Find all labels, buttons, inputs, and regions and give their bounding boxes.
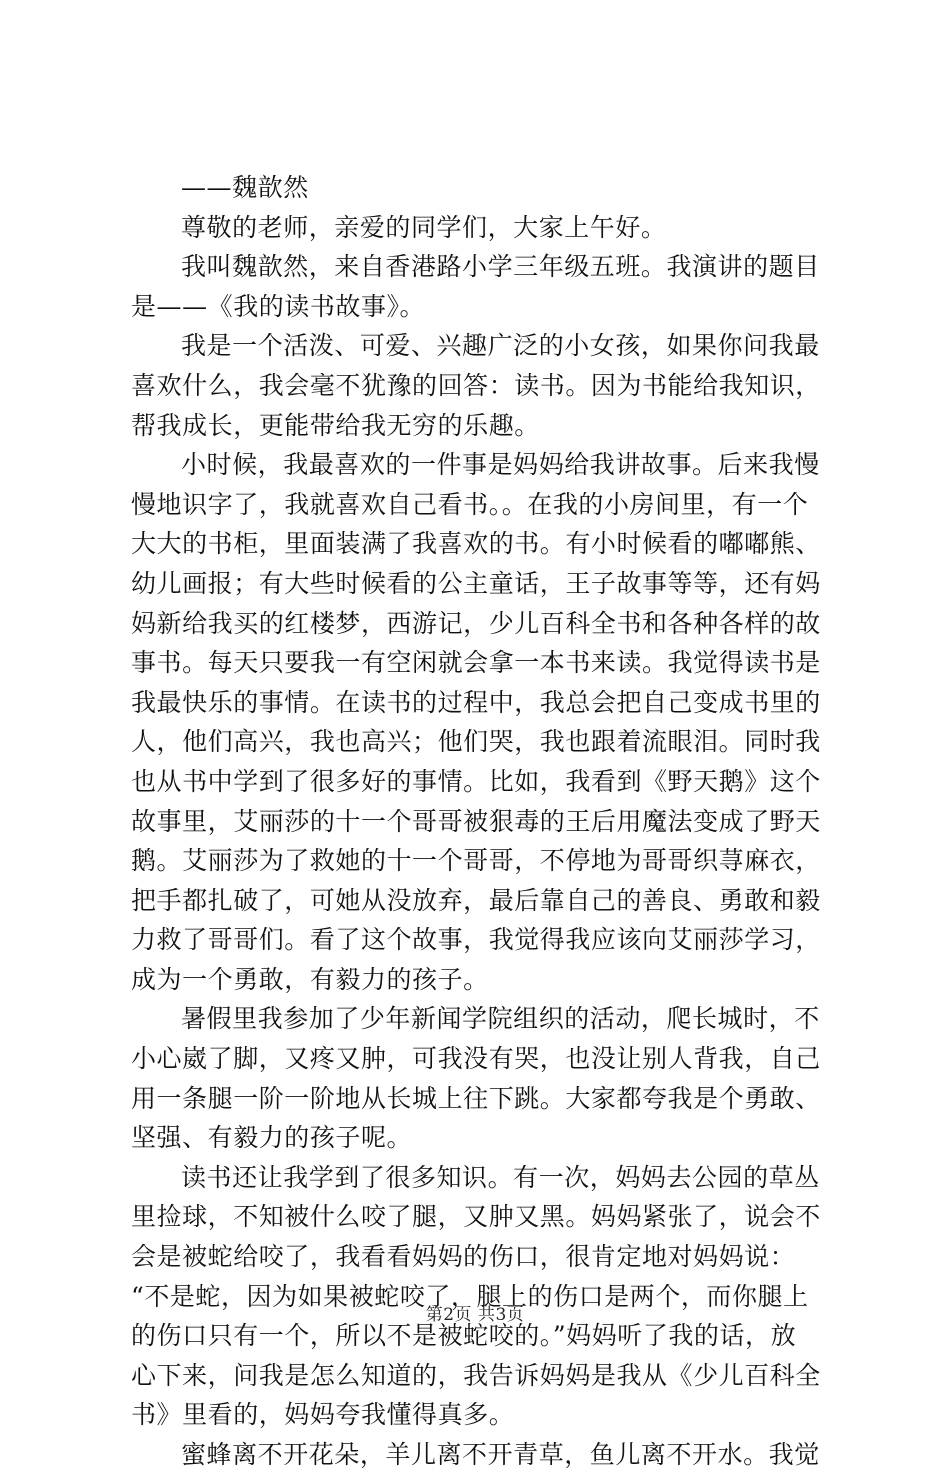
text-line: 幼儿画报；有大些时候看的公主童话，王子故事等等，还有妈 bbox=[131, 568, 821, 598]
text-line: 成为一个勇敢，有毅力的孩子。 bbox=[131, 964, 489, 994]
text-line: 会是被蛇给咬了，我看看妈妈的伤口，很肯定地对妈妈说： bbox=[131, 1242, 796, 1272]
text-line: 用一条腿一阶一阶地从长城上往下跳。大家都夸我是个勇敢、 bbox=[131, 1083, 821, 1113]
text-line: 尊敬的老师，亲爱的同学们，大家上午好。 bbox=[181, 212, 667, 242]
text-line: 我是一个活泼、可爱、兴趣广泛的小女孩，如果你问我最 bbox=[181, 331, 820, 361]
document-body bbox=[131, 168, 831, 1475]
text-line: 我最快乐的事情。在读书的过程中，我总会把自己变成书里的 bbox=[131, 687, 821, 717]
text-line: 暑假里我参加了少年新闻学院组织的活动，爬长城时，不 bbox=[181, 1004, 820, 1034]
text-line: “不是蛇，因为如果被蛇咬了，腿上的伤口是两个，而你腿上 bbox=[131, 1281, 809, 1311]
text-line: 蜜蜂离不开花朵，羊儿离不开青草，鱼儿离不开水。我觉 bbox=[181, 1440, 820, 1469]
text-line: 里捡球，不知被什么咬了腿，又肿又黑。妈妈紧张了，说会不 bbox=[131, 1202, 821, 1232]
text-line: 坚强、有毅力的孩子呢。 bbox=[131, 1123, 413, 1153]
text-line: 的伤口只有一个，所以不是被蛇咬的。”妈妈听了我的话，放 bbox=[131, 1321, 797, 1351]
text-line: 大大的书柜，里面装满了我喜欢的书。有小时候看的嘟嘟熊、 bbox=[131, 529, 821, 559]
text-line: 慢地识字了，我就喜欢自己看书。。在我的小房间里，有一个 bbox=[131, 489, 809, 519]
text-line: 故事里，艾丽莎的十一个哥哥被狠毒的王后用魔法变成了野天 bbox=[131, 806, 821, 836]
text-line: 事书。每天只要我一有空闲就会拿一本书来读。我觉得读书是 bbox=[131, 648, 821, 678]
text-line: 读书还让我学到了很多知识。有一次，妈妈去公园的草丛 bbox=[181, 1162, 820, 1192]
text-line: 书》里看的，妈妈夸我懂得真多。 bbox=[131, 1400, 515, 1430]
text-line: 把手都扎破了，可她从没放弃，最后靠自己的善良、勇敢和毅 bbox=[131, 885, 821, 915]
page-footer: 第2页 共3页 bbox=[425, 1305, 525, 1325]
text-line: 鹅。艾丽莎为了救她的十一个哥哥，不停地为哥哥织荨麻衣， bbox=[131, 846, 821, 876]
text-line: 心下来，问我是怎么知道的，我告诉妈妈是我从《少儿百科全 bbox=[131, 1360, 821, 1390]
text-line: 也从书中学到了很多好的事情。比如，我看到《野天鹅》这个 bbox=[131, 766, 821, 796]
text-line: 喜欢什么，我会毫不犹豫的回答：读书。因为书能给我知识， bbox=[131, 370, 821, 400]
text-line: 力救了哥哥们。看了这个故事，我觉得我应该向艾丽莎学习， bbox=[131, 925, 821, 955]
text-line: 妈新给我买的红楼梦，西游记，少儿百科全书和各种各样的故 bbox=[131, 608, 821, 638]
text-line: 帮我成长，更能带给我无穷的乐趣。 bbox=[131, 410, 540, 440]
text-line: 小心崴了脚，又疼又肿，可我没有哭，也没让别人背我，自己 bbox=[131, 1044, 821, 1074]
text-line: 我叫魏歆然，来自香港路小学三年级五班。我演讲的题目 bbox=[181, 252, 820, 282]
text-line: 小时候，我最喜欢的一件事是妈妈给我讲故事。后来我慢 bbox=[181, 450, 820, 480]
text-line: 是——《我的读书故事》。 bbox=[131, 291, 426, 321]
text-line: ——魏歆然 bbox=[181, 173, 309, 202]
text-line: 人，他们高兴，我也高兴；他们哭，我也跟着流眼泪。同时我 bbox=[131, 727, 821, 757]
